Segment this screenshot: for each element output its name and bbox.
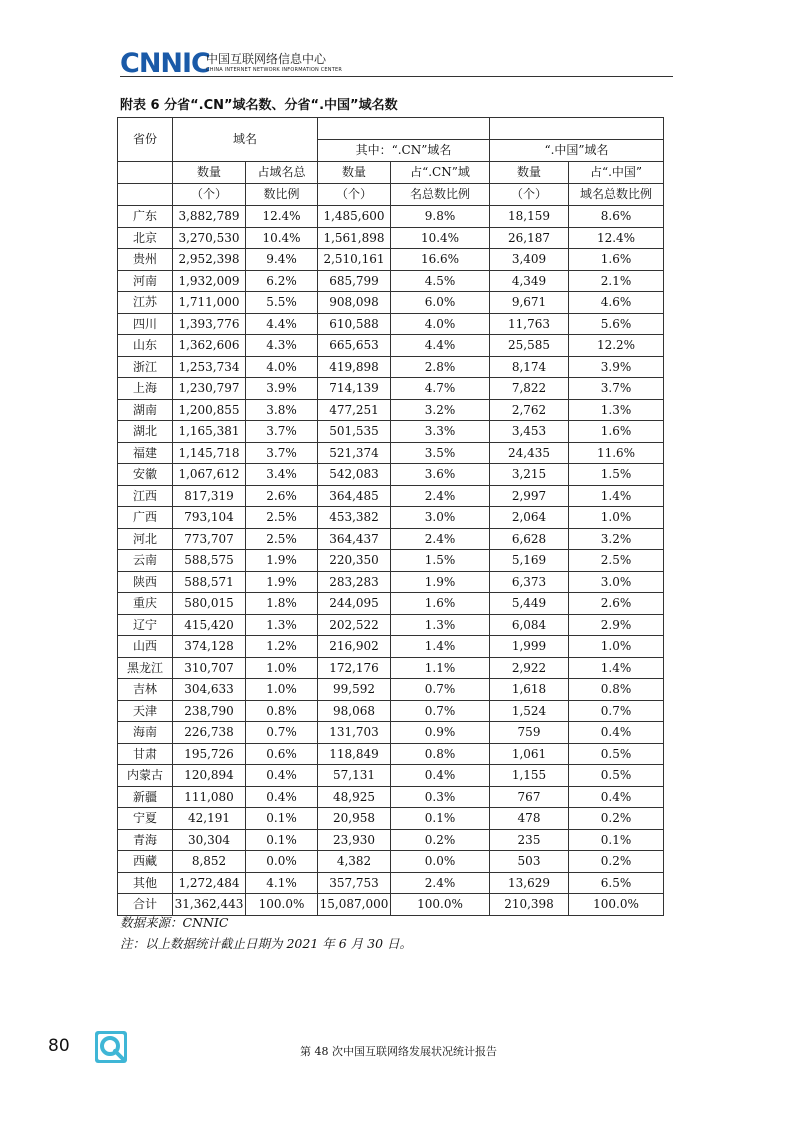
cn-share-cell: 2.4% xyxy=(391,485,490,507)
total-share-cell: 4.1% xyxy=(246,872,318,894)
province-cell: 江西 xyxy=(118,485,173,507)
total-count-cell: 8,852 xyxy=(173,851,246,873)
total-share-cell: 2.6% xyxy=(246,485,318,507)
cn-share-cell: 0.4% xyxy=(391,765,490,787)
zg-share-cell: 2.1% xyxy=(569,270,664,292)
table-row xyxy=(118,292,664,314)
zg-unit-header: （个） xyxy=(490,184,569,206)
zg-count-cell: 1,999 xyxy=(490,636,569,658)
zg-share-cell: 1.0% xyxy=(569,636,664,658)
total-count-cell: 120,894 xyxy=(173,765,246,787)
total-count-cell: 30,304 xyxy=(173,829,246,851)
zg-share-cell: 3.2% xyxy=(569,528,664,550)
zg-count-cell: 503 xyxy=(490,851,569,873)
zg-count-cell: 759 xyxy=(490,722,569,744)
province-cell: 吉林 xyxy=(118,679,173,701)
cn-count-cell: 23,930 xyxy=(318,829,391,851)
zg-share-cell: 12.2% xyxy=(569,335,664,357)
cn-count-cell: 419,898 xyxy=(318,356,391,378)
zg-share-cell: 0.5% xyxy=(569,743,664,765)
total-count-cell: 310,707 xyxy=(173,657,246,679)
province-cell: 福建 xyxy=(118,442,173,464)
date-note: 注：以上数据统计截止日期为 2021 年 6 月 30 日。 xyxy=(120,936,413,951)
cn-share-cell: 4.4% xyxy=(391,335,490,357)
table-row xyxy=(118,464,664,486)
cn-share-cell: 0.3% xyxy=(391,786,490,808)
total-count-cell: 1,272,484 xyxy=(173,872,246,894)
table-row xyxy=(118,593,664,615)
zg-count-cell: 9,671 xyxy=(490,292,569,314)
total-count-cell: 580,015 xyxy=(173,593,246,615)
zg-share-cell: 11.6% xyxy=(569,442,664,464)
total-count-cell: 773,707 xyxy=(173,528,246,550)
total-share-cell: 0.8% xyxy=(246,700,318,722)
province-cell: 新疆 xyxy=(118,786,173,808)
total-count-cell: 1,253,734 xyxy=(173,356,246,378)
province-cell: 陕西 xyxy=(118,571,173,593)
total-share-header-2: 数比例 xyxy=(246,184,318,206)
table-row xyxy=(118,335,664,357)
cn-count-cell: 244,095 xyxy=(318,593,391,615)
data-source: 数据来源：CNNIC xyxy=(120,915,229,930)
zg-count-cell: 6,084 xyxy=(490,614,569,636)
cn-count-cell: 216,902 xyxy=(318,636,391,658)
cn-share-cell: 10.4% xyxy=(391,227,490,249)
table-row xyxy=(118,765,664,787)
total-share-cell: 5.5% xyxy=(246,292,318,314)
cn-share-cell: 1.5% xyxy=(391,550,490,572)
province-cell: 内蒙古 xyxy=(118,765,173,787)
table-row xyxy=(118,270,664,292)
province-cell: 浙江 xyxy=(118,356,173,378)
zg-share-cell: 1.6% xyxy=(569,249,664,271)
total-share-cell: 0.1% xyxy=(246,808,318,830)
total-count-cell: 111,080 xyxy=(173,786,246,808)
cn-share-cell: 2.4% xyxy=(391,528,490,550)
cn-share-cell: 4.5% xyxy=(391,270,490,292)
total-count-cell: 1,230,797 xyxy=(173,378,246,400)
table-row xyxy=(118,550,664,572)
table-row xyxy=(118,614,664,636)
cn-share-cell: 0.0% xyxy=(391,851,490,873)
zg-share-cell: 2.6% xyxy=(569,593,664,615)
org-name-cn: 中国互联网络信息中心 xyxy=(206,52,327,66)
zg-count-cell: 7,822 xyxy=(490,378,569,400)
zg-share-cell: 6.5% xyxy=(569,872,664,894)
cn-group-header-blank xyxy=(318,118,490,140)
zg-share-cell: 4.6% xyxy=(569,292,664,314)
cn-count-cell: 4,382 xyxy=(318,851,391,873)
zg-count-cell: 3,453 xyxy=(490,421,569,443)
province-cell: 上海 xyxy=(118,378,173,400)
total-share-cell: 1.8% xyxy=(246,593,318,615)
cn-count-cell: 172,176 xyxy=(318,657,391,679)
zg-share-cell: 0.4% xyxy=(569,722,664,744)
table-title: 附表 6 分省“.CN”域名数、分省“.中国”域名数 xyxy=(120,98,398,113)
total-count-cell: 588,575 xyxy=(173,550,246,572)
total-count-cell: 226,738 xyxy=(173,722,246,744)
total-share-cell: 1.2% xyxy=(246,636,318,658)
province-cell: 安徽 xyxy=(118,464,173,486)
cn-share-cell: 100.0% xyxy=(391,894,490,916)
table-row xyxy=(118,399,664,421)
cn-share-header-2: 名总数比例 xyxy=(391,184,490,206)
zg-share-cell: 5.6% xyxy=(569,313,664,335)
table-row xyxy=(118,421,664,443)
report-title: 第 48 次中国互联网络发展状况统计报告 xyxy=(300,1045,497,1058)
province-cell: 广东 xyxy=(118,206,173,228)
total-share-cell: 3.4% xyxy=(246,464,318,486)
zg-share-cell: 0.2% xyxy=(569,851,664,873)
cn-count-cell: 220,350 xyxy=(318,550,391,572)
zg-count-cell: 5,169 xyxy=(490,550,569,572)
zg-count-cell: 478 xyxy=(490,808,569,830)
total-share-cell: 0.1% xyxy=(246,829,318,851)
cn-share-cell: 0.7% xyxy=(391,679,490,701)
table-row xyxy=(118,851,664,873)
cn-count-cell: 57,131 xyxy=(318,765,391,787)
zg-count-cell: 2,064 xyxy=(490,507,569,529)
page-number: 80 xyxy=(48,1036,70,1056)
total-share-cell: 10.4% xyxy=(246,227,318,249)
zg-share-cell: 0.2% xyxy=(569,808,664,830)
total-share-cell: 1.9% xyxy=(246,550,318,572)
total-count-cell: 1,067,612 xyxy=(173,464,246,486)
total-count-cell: 1,932,009 xyxy=(173,270,246,292)
cn-count-cell: 1,561,898 xyxy=(318,227,391,249)
province-cell: 四川 xyxy=(118,313,173,335)
zg-count-cell: 2,762 xyxy=(490,399,569,421)
zg-share-cell: 3.9% xyxy=(569,356,664,378)
total-count-cell: 588,571 xyxy=(173,571,246,593)
total-count-cell: 1,145,718 xyxy=(173,442,246,464)
province-cell: 辽宁 xyxy=(118,614,173,636)
table-row xyxy=(118,722,664,744)
zg-count-header: 数量 xyxy=(490,162,569,184)
total-share-cell: 1.0% xyxy=(246,657,318,679)
total-count-cell: 304,633 xyxy=(173,679,246,701)
cn-share-cell: 16.6% xyxy=(391,249,490,271)
unit-header: （个） xyxy=(173,184,246,206)
table-notes xyxy=(120,912,412,954)
cn-count-cell: 283,283 xyxy=(318,571,391,593)
cn-share-cell: 0.9% xyxy=(391,722,490,744)
table-row xyxy=(118,442,664,464)
table-row xyxy=(118,378,664,400)
total-share-cell: 1.0% xyxy=(246,679,318,701)
count-header: 数量 xyxy=(173,162,246,184)
table-row xyxy=(118,786,664,808)
total-share-header: 占域名总 xyxy=(246,162,318,184)
header-row-1 xyxy=(118,118,664,140)
total-count-cell: 3,270,530 xyxy=(173,227,246,249)
cn-share-cell: 4.7% xyxy=(391,378,490,400)
header-row-4 xyxy=(118,184,664,206)
cn-share-cell: 3.5% xyxy=(391,442,490,464)
cn-count-cell: 131,703 xyxy=(318,722,391,744)
header-row-3 xyxy=(118,162,664,184)
table-row xyxy=(118,227,664,249)
total-count-cell: 1,711,000 xyxy=(173,292,246,314)
zg-share-cell: 0.5% xyxy=(569,765,664,787)
zg-group-header: “.中国”域名 xyxy=(490,140,664,162)
total-share-cell: 3.9% xyxy=(246,378,318,400)
cn-count-cell: 501,535 xyxy=(318,421,391,443)
cn-group-header: 其中：“.CN”域名 xyxy=(318,140,490,162)
total-count-cell: 415,420 xyxy=(173,614,246,636)
province-cell: 重庆 xyxy=(118,593,173,615)
zg-share-cell: 1.3% xyxy=(569,399,664,421)
total-share-cell: 0.4% xyxy=(246,765,318,787)
total-share-cell: 4.0% xyxy=(246,356,318,378)
cn-share-cell: 1.1% xyxy=(391,657,490,679)
table-row xyxy=(118,313,664,335)
cn-share-cell: 3.2% xyxy=(391,399,490,421)
zg-count-cell: 3,215 xyxy=(490,464,569,486)
cn-share-cell: 6.0% xyxy=(391,292,490,314)
table-row xyxy=(118,636,664,658)
zg-count-cell: 1,155 xyxy=(490,765,569,787)
province-cell: 青海 xyxy=(118,829,173,851)
total-count-cell: 1,362,606 xyxy=(173,335,246,357)
cn-count-header: 数量 xyxy=(318,162,391,184)
cn-count-cell: 118,849 xyxy=(318,743,391,765)
domains-header: 域名 xyxy=(173,118,318,162)
magnifier-logo-icon xyxy=(94,1030,128,1064)
province-cell: 宁夏 xyxy=(118,808,173,830)
total-share-cell: 0.4% xyxy=(246,786,318,808)
cn-share-cell: 3.6% xyxy=(391,464,490,486)
cn-share-cell: 1.3% xyxy=(391,614,490,636)
zg-count-cell: 6,628 xyxy=(490,528,569,550)
zg-share-cell: 3.0% xyxy=(569,571,664,593)
province-cell: 广西 xyxy=(118,507,173,529)
zg-count-cell: 26,187 xyxy=(490,227,569,249)
org-name-en: CHINA INTERNET NETWORK INFORMATION CENTER xyxy=(206,67,343,73)
cn-count-cell: 908,098 xyxy=(318,292,391,314)
zg-count-cell: 13,629 xyxy=(490,872,569,894)
zg-share-cell: 0.7% xyxy=(569,700,664,722)
zg-share-cell: 3.7% xyxy=(569,378,664,400)
table-row xyxy=(118,743,664,765)
total-count-cell: 195,726 xyxy=(173,743,246,765)
zg-count-cell: 5,449 xyxy=(490,593,569,615)
zg-count-cell: 3,409 xyxy=(490,249,569,271)
total-share-cell: 0.6% xyxy=(246,743,318,765)
zg-count-cell: 2,922 xyxy=(490,657,569,679)
cn-count-cell: 610,588 xyxy=(318,313,391,335)
province-cell: 西藏 xyxy=(118,851,173,873)
province-cell: 河南 xyxy=(118,270,173,292)
zg-count-cell: 767 xyxy=(490,786,569,808)
cn-share-cell: 3.3% xyxy=(391,421,490,443)
province-cell: 海南 xyxy=(118,722,173,744)
table-row xyxy=(118,507,664,529)
zg-count-cell: 235 xyxy=(490,829,569,851)
province-cell: 湖北 xyxy=(118,421,173,443)
cn-share-cell: 2.8% xyxy=(391,356,490,378)
table-row xyxy=(118,528,664,550)
cn-count-cell: 685,799 xyxy=(318,270,391,292)
table-row xyxy=(118,829,664,851)
table-row xyxy=(118,808,664,830)
cn-count-cell: 98,068 xyxy=(318,700,391,722)
total-count-cell: 793,104 xyxy=(173,507,246,529)
zg-count-cell: 1,618 xyxy=(490,679,569,701)
zg-count-cell: 4,349 xyxy=(490,270,569,292)
zg-share-cell: 1.5% xyxy=(569,464,664,486)
province-cell: 合计 xyxy=(118,894,173,916)
cn-share-cell: 1.4% xyxy=(391,636,490,658)
zg-share-cell: 8.6% xyxy=(569,206,664,228)
zg-share-cell: 1.4% xyxy=(569,657,664,679)
province-cell: 河北 xyxy=(118,528,173,550)
cn-share-header: 占“.CN”域 xyxy=(391,162,490,184)
cn-count-cell: 364,485 xyxy=(318,485,391,507)
cn-share-cell: 0.8% xyxy=(391,743,490,765)
header-blank xyxy=(118,184,173,206)
zg-count-cell: 25,585 xyxy=(490,335,569,357)
zg-group-header-blank xyxy=(490,118,664,140)
cn-count-cell: 357,753 xyxy=(318,872,391,894)
cn-count-cell: 477,251 xyxy=(318,399,391,421)
province-cell: 黑龙江 xyxy=(118,657,173,679)
cn-count-cell: 15,087,000 xyxy=(318,894,391,916)
total-share-cell: 3.7% xyxy=(246,442,318,464)
total-count-cell: 1,165,381 xyxy=(173,421,246,443)
zg-count-cell: 18,159 xyxy=(490,206,569,228)
total-count-cell: 31,362,443 xyxy=(173,894,246,916)
zg-share-cell: 1.6% xyxy=(569,421,664,443)
zg-share-cell: 1.0% xyxy=(569,507,664,529)
total-count-cell: 1,393,776 xyxy=(173,313,246,335)
cn-count-cell: 202,522 xyxy=(318,614,391,636)
total-share-cell: 1.3% xyxy=(246,614,318,636)
province-cell: 湖南 xyxy=(118,399,173,421)
province-cell: 天津 xyxy=(118,700,173,722)
zg-count-cell: 2,997 xyxy=(490,485,569,507)
total-count-cell: 42,191 xyxy=(173,808,246,830)
cn-share-cell: 0.2% xyxy=(391,829,490,851)
total-share-cell: 1.9% xyxy=(246,571,318,593)
zg-count-cell: 24,435 xyxy=(490,442,569,464)
cn-share-cell: 0.7% xyxy=(391,700,490,722)
cn-count-cell: 453,382 xyxy=(318,507,391,529)
cn-share-cell: 0.1% xyxy=(391,808,490,830)
total-share-cell: 2.5% xyxy=(246,528,318,550)
province-cell: 山西 xyxy=(118,636,173,658)
zg-share-cell: 2.9% xyxy=(569,614,664,636)
total-share-cell: 2.5% xyxy=(246,507,318,529)
report-header xyxy=(120,50,673,78)
total-share-cell: 0.7% xyxy=(246,722,318,744)
zg-count-cell: 1,524 xyxy=(490,700,569,722)
zg-count-cell: 210,398 xyxy=(490,894,569,916)
cnnic-logo: CNNIC xyxy=(120,48,210,79)
cn-count-cell: 714,139 xyxy=(318,378,391,400)
cn-count-cell: 2,510,161 xyxy=(318,249,391,271)
zg-share-header: 占“.中国” xyxy=(569,162,664,184)
cn-share-cell: 9.8% xyxy=(391,206,490,228)
cn-count-cell: 99,592 xyxy=(318,679,391,701)
table-row xyxy=(118,679,664,701)
zg-share-cell: 0.8% xyxy=(569,679,664,701)
cn-share-cell: 1.6% xyxy=(391,593,490,615)
total-count-cell: 2,952,398 xyxy=(173,249,246,271)
cn-count-cell: 364,437 xyxy=(318,528,391,550)
table-row xyxy=(118,700,664,722)
total-share-cell: 4.3% xyxy=(246,335,318,357)
table-row xyxy=(118,657,664,679)
province-cell: 江苏 xyxy=(118,292,173,314)
table-row xyxy=(118,485,664,507)
zg-share-cell: 0.1% xyxy=(569,829,664,851)
total-count-cell: 374,128 xyxy=(173,636,246,658)
total-count-cell: 817,319 xyxy=(173,485,246,507)
total-share-cell: 100.0% xyxy=(246,894,318,916)
total-count-cell: 238,790 xyxy=(173,700,246,722)
header-blank xyxy=(118,162,173,184)
total-share-cell: 3.7% xyxy=(246,421,318,443)
zg-count-cell: 1,061 xyxy=(490,743,569,765)
header-divider xyxy=(120,76,673,77)
zg-share-cell: 0.4% xyxy=(569,786,664,808)
total-share-cell: 9.4% xyxy=(246,249,318,271)
total-share-cell: 4.4% xyxy=(246,313,318,335)
province-cell: 其他 xyxy=(118,872,173,894)
province-cell: 山东 xyxy=(118,335,173,357)
zg-share-cell: 1.4% xyxy=(569,485,664,507)
table-row xyxy=(118,249,664,271)
cn-count-cell: 521,374 xyxy=(318,442,391,464)
table-row xyxy=(118,872,664,894)
total-share-cell: 3.8% xyxy=(246,399,318,421)
province-header: 省份 xyxy=(118,118,173,162)
province-cell: 甘肃 xyxy=(118,743,173,765)
cn-share-cell: 2.4% xyxy=(391,872,490,894)
total-share-cell: 12.4% xyxy=(246,206,318,228)
zg-share-header-2: 域名总数比例 xyxy=(569,184,664,206)
cn-share-cell: 3.0% xyxy=(391,507,490,529)
province-cell: 北京 xyxy=(118,227,173,249)
cn-unit-header: （个） xyxy=(318,184,391,206)
zg-share-cell: 100.0% xyxy=(569,894,664,916)
total-share-cell: 0.0% xyxy=(246,851,318,873)
table-row xyxy=(118,206,664,228)
zg-share-cell: 12.4% xyxy=(569,227,664,249)
table-row xyxy=(118,571,664,593)
domain-table xyxy=(117,117,664,916)
cn-count-cell: 48,925 xyxy=(318,786,391,808)
total-count-cell: 3,882,789 xyxy=(173,206,246,228)
cn-count-cell: 542,083 xyxy=(318,464,391,486)
cn-count-cell: 665,653 xyxy=(318,335,391,357)
zg-count-cell: 11,763 xyxy=(490,313,569,335)
total-share-cell: 6.2% xyxy=(246,270,318,292)
total-count-cell: 1,200,855 xyxy=(173,399,246,421)
cn-share-cell: 1.9% xyxy=(391,571,490,593)
province-cell: 贵州 xyxy=(118,249,173,271)
table-row xyxy=(118,356,664,378)
cn-share-cell: 4.0% xyxy=(391,313,490,335)
zg-count-cell: 6,373 xyxy=(490,571,569,593)
zg-count-cell: 8,174 xyxy=(490,356,569,378)
zg-share-cell: 2.5% xyxy=(569,550,664,572)
province-cell: 云南 xyxy=(118,550,173,572)
cn-count-cell: 20,958 xyxy=(318,808,391,830)
cn-count-cell: 1,485,600 xyxy=(318,206,391,228)
